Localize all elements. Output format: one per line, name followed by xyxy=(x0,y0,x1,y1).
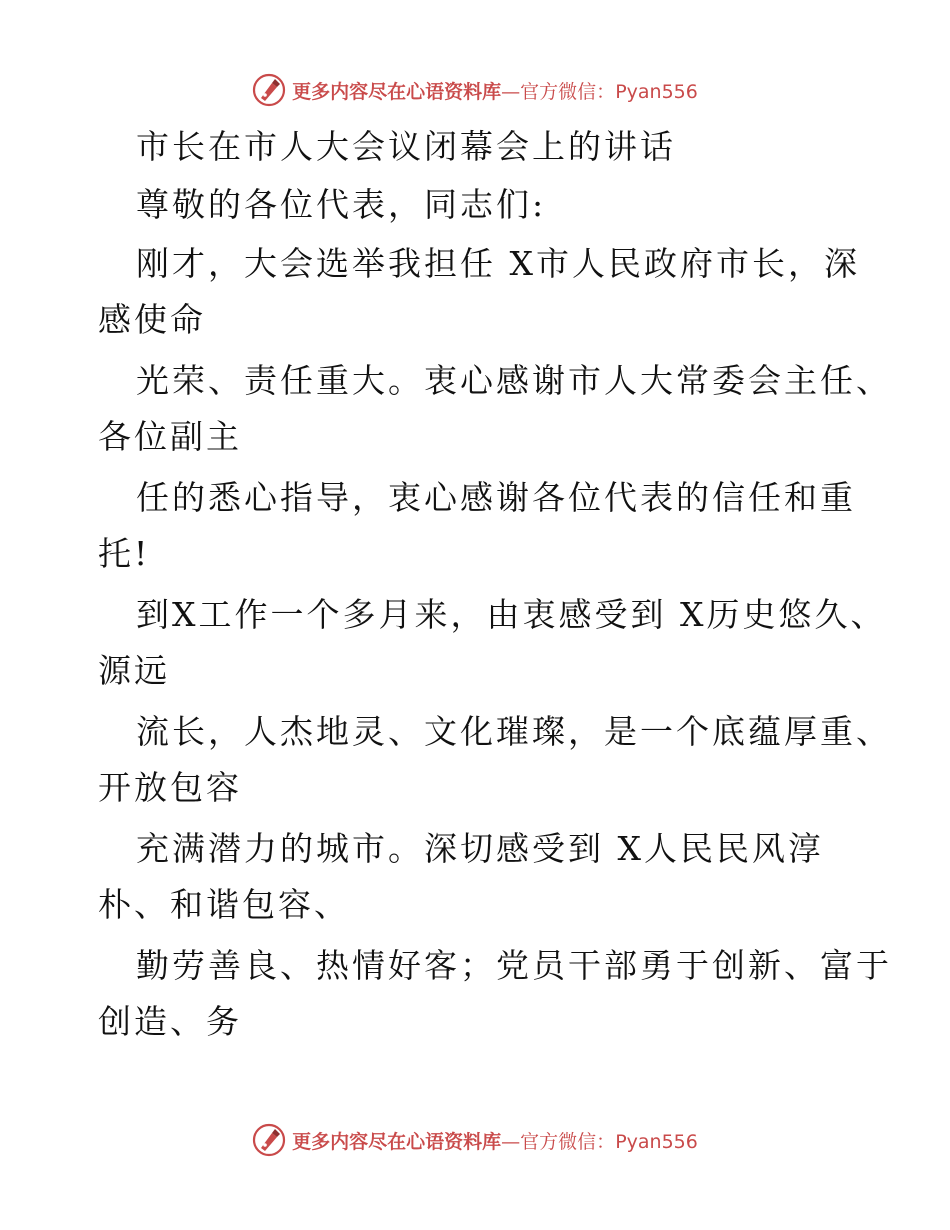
text-line: 刚才，大会选举我担任 X市人民政府市长，深 xyxy=(136,244,860,283)
header-wechat-label: 官方微信： xyxy=(520,80,616,103)
text-line: 充满潜力的城市。深切感受到 X人民民风淳 xyxy=(136,829,824,868)
header-wechat-id: Pyan556 xyxy=(615,80,698,103)
footer-banner xyxy=(0,1120,950,1160)
header-brand: 更多内容尽在心语资料库 xyxy=(292,80,502,103)
footer-dash: — xyxy=(501,1130,521,1153)
doc-salutation: 尊敬的各位代表，同志们: xyxy=(136,185,547,224)
pen-logo-icon xyxy=(252,1123,286,1157)
footer-wechat-id: Pyan556 xyxy=(615,1130,698,1153)
text-line: 光荣、责任重大。衷心感谢市人大常委会主任、 xyxy=(136,361,892,400)
text-line: 开放包容 xyxy=(98,768,242,807)
text-line: 任的悉心指导，衷心感谢各位代表的信任和重 xyxy=(136,478,856,517)
footer-banner-text xyxy=(292,1127,698,1154)
text-line: 流长，人杰地灵、文化璀璨，是一个底蕴厚重、 xyxy=(136,712,892,751)
text-line: 创造、务 xyxy=(98,1002,242,1041)
header-banner-text xyxy=(292,77,698,104)
text-line: 朴、和谐包容、 xyxy=(98,885,350,924)
document-body xyxy=(0,118,950,1058)
footer-brand: 更多内容尽在心语资料库 xyxy=(292,1130,502,1153)
text-line: 勤劳善良、热情好客；党员干部勇于创新、富于 xyxy=(136,946,892,985)
footer-wechat-label: 官方微信： xyxy=(520,1130,616,1153)
pen-logo-icon xyxy=(252,73,286,107)
text-line: 到X工作一个多月来，由衷感受到 X历史悠久、 xyxy=(136,595,887,634)
header-dash: — xyxy=(501,80,521,103)
text-line: 感使命 xyxy=(98,300,206,339)
doc-title: 市长在市人大会议闭幕会上的讲话 xyxy=(136,127,676,166)
header-banner xyxy=(0,70,950,110)
text-line: 托! xyxy=(98,534,151,573)
text-line: 源远 xyxy=(98,651,170,690)
text-line: 各位副主 xyxy=(98,417,242,456)
